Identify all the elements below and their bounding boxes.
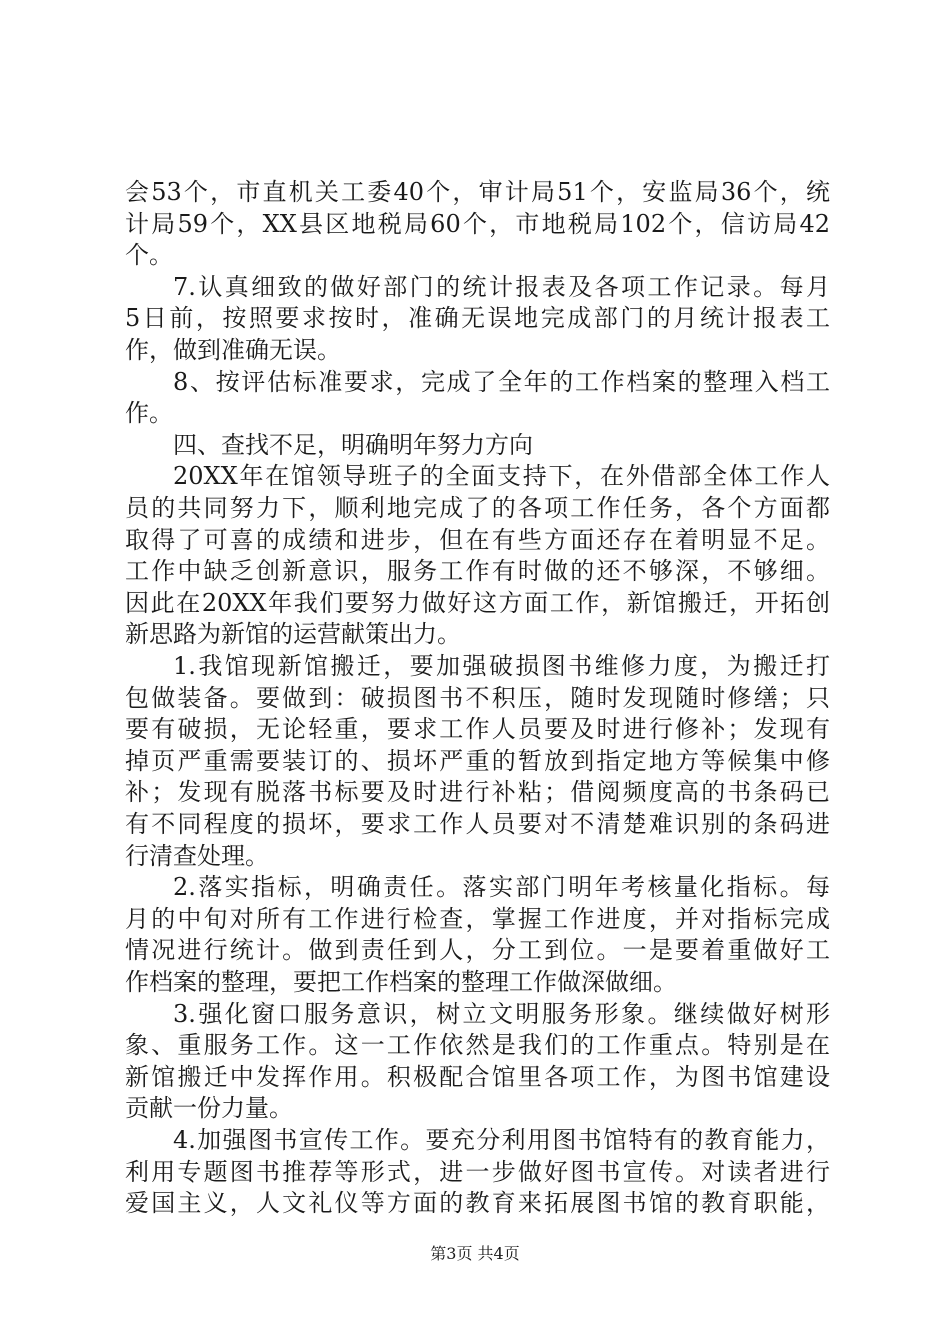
paragraph-plan-1-line-4: 掉页严重需要装订的、损坏严重的暂放到指定地方等候集中修 [125,746,830,775]
paragraph-plan-3-line-3: 新馆搬迁中发挥作用。积极配合馆里各项工作，为图书馆建设 [125,1062,830,1091]
body-line-3: 个。 [125,241,173,270]
paragraph-plan-2-line-4: 作档案的整理，要把工作档案的整理工作做深做细。 [125,968,677,996]
paragraph-plan-1-line-3: 要有破损，无论轻重，要求工作人员要及时进行修补；发现有 [125,715,830,744]
paragraph-summary-line-5: 因此在20XX年我们要努力做好这方面工作，新馆搬迁，开拓创 [125,588,830,617]
paragraph-plan-1-line-2: 包做装备。要做到：破损图书不积压，随时发现随时修缮；只 [125,683,830,712]
paragraph-summary-line-6: 新思路为新馆的运营献策出力。 [125,620,461,649]
paragraph-summary-line-2: 员的共同努力下，顺利地完成了的各项工作任务，各个方面都 [125,494,830,522]
body-line-2: 计局59个，XX县区地税局60个，市地税局102个，信访局42 [125,209,830,238]
page-number-footer: 第3页 共4页 [430,1244,520,1263]
paragraph-plan-2-line-3: 情况进行统计。做到责任到人，分工到位。一是要着重做好工 [125,936,830,965]
body-line-1: 会53个，市直机关工委40个，审计局51个，安监局36个，统 [125,178,830,206]
paragraph-plan-1-line-5: 补；发现有脱落书标要及时进行补粘；借阅频度高的书条码已 [125,778,830,807]
section-heading: 四、查找不足，明确明年努力方向 [173,430,533,459]
paragraph-plan-1-line-1: 1.我馆现新馆搬迁，要加强破损图书维修力度，为搬迁打 [173,652,830,680]
paragraph-plan-2-line-1: 2.落实指标，明确责任。落实部门明年考核量化指标。每 [173,873,830,902]
paragraph-item-8-line-2: 作。 [125,399,173,428]
paragraph-plan-4-line-3: 爱国主义，人文礼仪等方面的教育来拓展图书馆的教育职能， [125,1189,830,1218]
paragraph-item-7-line-2: 5日前，按照要求按时，准确无误地完成部门的月统计报表工 [125,304,830,333]
paragraph-plan-4-line-2: 利用专题图书推荐等形式，进一步做好图书宣传。对读者进行 [125,1157,830,1186]
paragraph-item-8-line-1: 8、按评估标准要求，完成了全年的工作档案的整理入档工 [173,367,830,396]
paragraph-item-7-line-1: 7.认真细致的做好部门的统计报表及各项工作记录。每月 [173,272,830,301]
paragraph-summary-line-4: 工作中缺乏创新意识，服务工作有时做的还不够深，不够细。 [125,557,830,586]
paragraph-plan-3-line-2: 象、重服务工作。这一工作依然是我们的工作重点。特别是在 [125,1031,830,1060]
paragraph-summary-line-3: 取得了可喜的成绩和进步，但在有些方面还存在着明显不足。 [125,525,830,554]
paragraph-item-7-line-3: 作，做到准确无误。 [125,336,341,364]
paragraph-plan-2-line-2: 月的中旬对所有工作进行检查，掌握工作进度，并对指标完成 [125,904,830,933]
paragraph-plan-1-line-6: 有不同程度的损坏，要求工作人员要对不清楚难识别的条码进 [125,810,830,838]
paragraph-summary-line-1: 20XX年在馆领导班子的全面支持下，在外借部全体工作人 [173,462,830,491]
paragraph-plan-3-line-4: 贡献一份力量。 [125,1094,293,1123]
paragraph-plan-3-line-1: 3.强化窗口服务意识，树立文明服务形象。继续做好树形 [173,999,830,1028]
paragraph-plan-4-line-1: 4.加强图书宣传工作。要充分利用图书馆特有的教育能力， [173,1126,830,1154]
paragraph-plan-1-line-7: 行清查处理。 [125,841,269,870]
